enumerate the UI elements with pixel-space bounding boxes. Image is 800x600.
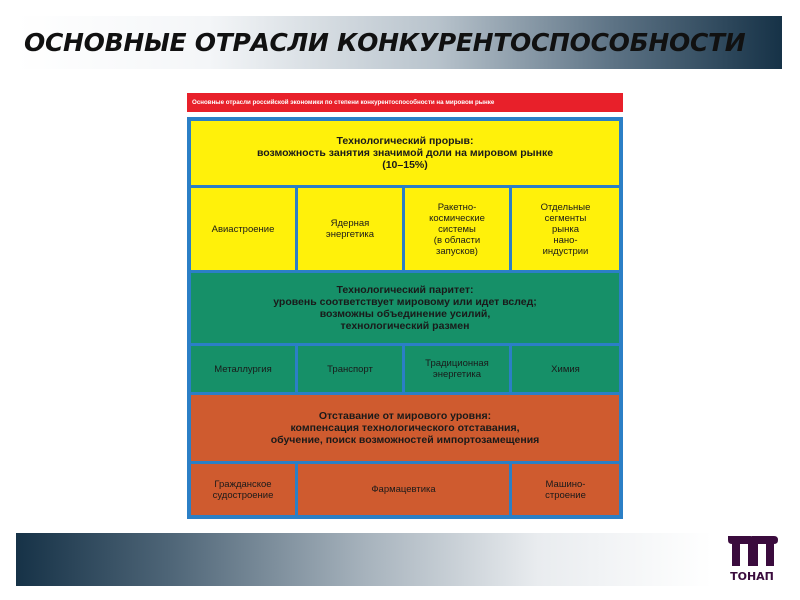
industry-label: Металлургия (214, 363, 272, 375)
tier-parity (191, 273, 619, 343)
industry-label: Авиастроение (211, 223, 275, 235)
industry-label: Отдельные сегменты рынка нано- индустрии (540, 201, 591, 257)
industry-label: Ядерная энергетика (325, 218, 375, 240)
industry-machinery (512, 464, 619, 515)
industry-metallurgy (191, 346, 295, 392)
industry-label: Традиционная энергетика (425, 358, 489, 380)
industry-nuclear (298, 188, 402, 270)
logo-text: ТОНАП (730, 570, 774, 583)
tier-breakthrough-label: Технологический прорыв: возможность занятия значимой доли на мировом рынке (10–15%) (256, 135, 554, 171)
industry-nano (512, 188, 619, 270)
tier-parity-label: Технологический паритет: уровень соответствует мировому или идет вслед; возможны объединение усилий, технологический размен (273, 284, 537, 332)
industry-label: Ракетно- космические системы (в области запусков) (429, 201, 485, 257)
industry-shipbuilding (191, 464, 295, 515)
industry-label: Гражданское судостроение (212, 478, 274, 501)
industry-aviation (191, 188, 295, 270)
tier-lag-label: Отставание от мирового уровня: компенсация технологического отставания, обучение, поиск возможностей импортозамещения (270, 410, 540, 446)
industry-chemistry (512, 346, 619, 392)
diagram-header: Основные отрасли российской экономики по степени конкурентоспособности на мировом рынке (187, 93, 623, 112)
industry-label: Фармацевтика (371, 484, 436, 495)
industry-traditional-energy (405, 346, 509, 392)
tier-breakthrough (191, 121, 619, 185)
industry-label: Транспорт (327, 363, 373, 375)
slide-title: ОСНОВНЫЕ ОТРАСЛИ КОНКУРЕНТОСПОСОБНОСТИ (24, 28, 746, 57)
industry-label: Машино- строение (545, 478, 586, 501)
industry-rocket-space (405, 188, 509, 270)
diagram-frame (187, 117, 623, 519)
industry-transport (298, 346, 402, 392)
tier-lag (191, 395, 619, 461)
industry-pharma (298, 464, 509, 515)
industry-label: Химия (551, 363, 580, 375)
footer-band (16, 533, 712, 586)
